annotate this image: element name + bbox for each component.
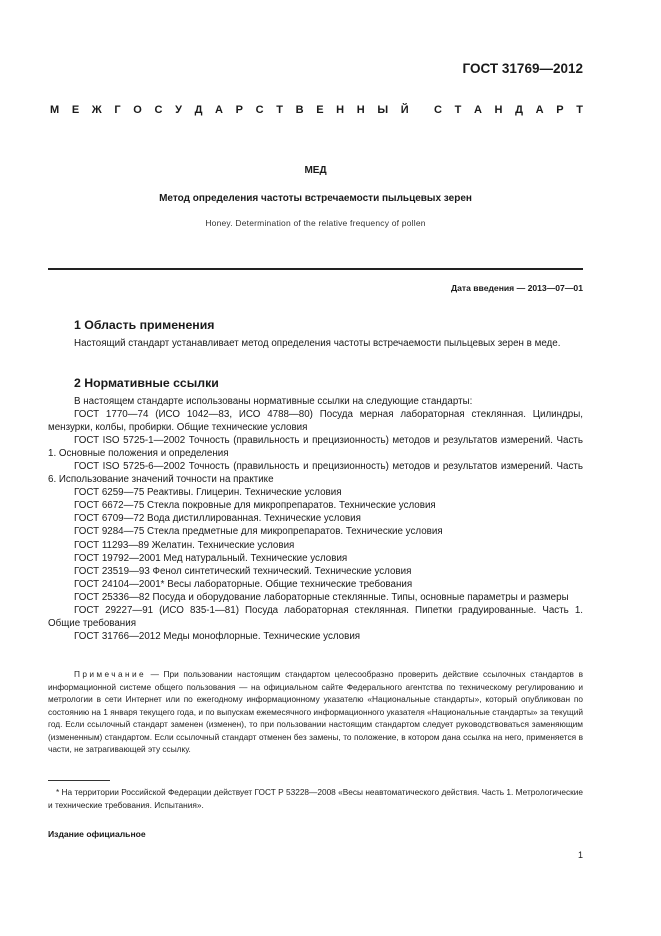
reference-item: ГОСТ 25336—82 Посуда и оборудование лабораторные стеклянные. Типы, основные параметры и размеры bbox=[74, 591, 569, 603]
banner-letter: Н bbox=[356, 104, 365, 116]
banner-letter: В bbox=[295, 104, 304, 116]
note-text: — При пользовании настоящим стандартом целесообразно проверить действие ссылочных стандартов в информационной системе общего пользования — на официальном сайте Федерального агентства по техническому регулированию и метрологии в сети Интернет или по ежегодному информационному указателю «Национальные стандарты», который опубликован по состоянию на 1 января текущего года, и по выпускам ежемесячного информационного указателя «Национальные стандарты» за текущий год. Если ссылочный стандарт заменен (изменен), то при пользовании настоящим стандартом следует руководствоваться заменяющим (измененным) стандартом. Если ссылочный стандарт отменен без замены, то положение, в котором дана ссылка на него, применяется в части, не затрагивающей эту ссылку. bbox=[48, 669, 583, 754]
reference-item: ГОСТ 6709—72 Вода дистиллированная. Технические условия bbox=[74, 513, 361, 525]
banner-letter: А bbox=[535, 104, 544, 116]
banner-letter: Ы bbox=[377, 104, 389, 116]
scope-text: Настоящий стандарт устанавливает метод определения частоты встречаемости пыльцевых зерен в меде. bbox=[74, 338, 561, 349]
document-title: МЕД bbox=[304, 165, 327, 176]
banner-letter: Т bbox=[276, 104, 283, 116]
reference-item: ГОСТ ISO 5725-6—2002 Точность (правильность и прецизионность) методов и результатов измерений. Часть 6. Использование значений точности на практике bbox=[48, 461, 583, 486]
banner-letter: Е bbox=[316, 104, 324, 116]
banner-letter: Й bbox=[400, 104, 409, 116]
banner-letter: Г bbox=[114, 104, 121, 116]
reference-item: ГОСТ 31766—2012 Меды монофлорные. Технические условия bbox=[74, 630, 361, 642]
reference-item: ГОСТ 6672—75 Стекла покровные для микропрепаратов. Технические условия bbox=[74, 500, 436, 512]
reference-item: ГОСТ 23519—93 Фенол синтетический технический. Технические условия bbox=[74, 565, 412, 577]
reference-item: ГОСТ 11293—89 Желатин. Технические условия bbox=[74, 539, 295, 551]
banner-letter: Р bbox=[235, 104, 243, 116]
english-title: Honey. Determination of the relative frequency of pollen bbox=[205, 218, 426, 228]
banner-letter: О bbox=[133, 104, 142, 116]
banner-letter: М bbox=[50, 104, 60, 116]
banner-letter: Р bbox=[556, 104, 564, 116]
reference-item: ГОСТ 9284—75 Стекла предметные для микропрепаратов. Технические условия bbox=[74, 526, 443, 538]
reference-item: ГОСТ ISO 5725-1—2002 Точность (правильность и прецизионность) методов и результатов измерений. Часть 1. Основные положения и определения bbox=[48, 435, 583, 460]
banner-letter: А bbox=[215, 104, 223, 116]
banner-letter: Д bbox=[515, 104, 523, 116]
banner-letter: А bbox=[473, 104, 482, 116]
footnote-divider bbox=[48, 780, 110, 781]
footnote bbox=[48, 786, 583, 812]
banner-letter: Т bbox=[576, 104, 583, 116]
banner-letter: Н bbox=[336, 104, 345, 116]
reference-item: ГОСТ 6259—75 Реактивы. Глицерин. Технические условия bbox=[74, 487, 342, 499]
banner-letter: Ж bbox=[91, 104, 102, 116]
banner-letter: Е bbox=[71, 104, 80, 116]
header-divider bbox=[48, 268, 583, 270]
document-subtitle: Метод определения частоты встречаемости пыльцевых зерен bbox=[159, 193, 472, 204]
reference-item: ГОСТ 24104—2001* Весы лабораторные. Общие технические требования bbox=[74, 578, 413, 590]
note-block bbox=[48, 668, 583, 756]
document-code: ГОСТ 31769—2012 bbox=[462, 61, 583, 76]
interstate-standard-banner bbox=[50, 104, 583, 116]
banner-letter: С bbox=[255, 104, 264, 116]
banner-letter: У bbox=[175, 104, 182, 116]
section-heading-scope: 1 Область применения bbox=[74, 318, 215, 332]
banner-letter: Т bbox=[454, 104, 462, 116]
reference-item: ГОСТ 29227—91 (ИСО 835-1—81) Посуда лабораторная стеклянная. Пипетки градуированные. Часть 1. Общие требования bbox=[48, 604, 583, 629]
introduction-date: Дата введения — 2013—07—01 bbox=[450, 283, 583, 293]
reference-item: ГОСТ 19792—2001 Мед натуральный. Технические условия bbox=[74, 552, 348, 564]
section-heading-normative-references: 2 Нормативные ссылки bbox=[74, 376, 219, 390]
banner-letter: С bbox=[154, 104, 163, 116]
scope-paragraph bbox=[48, 337, 583, 350]
banner-letter: Н bbox=[494, 104, 503, 116]
official-edition-label: Издание официальное bbox=[48, 829, 146, 839]
note-label: Примечание bbox=[74, 669, 147, 679]
page-number: 1 bbox=[577, 850, 583, 860]
banner-letter: Д bbox=[194, 104, 203, 116]
reference-item: ГОСТ 1770—74 (ИСО 1042—83, ИСО 4788—80) Посуда мерная лабораторная стеклянная. Цилиндры, мензурки, колбы, пробирки. Общие технические условия bbox=[48, 409, 583, 434]
references-intro: В настоящем стандарте использованы нормативные ссылки на следующие стандарты: bbox=[74, 396, 473, 407]
banner-letter: С bbox=[433, 104, 442, 116]
footnote-text: * На территории Российской Федерации действует ГОСТ Р 53228—2008 «Весы неавтоматического действия. Часть 1. Метрологические и технические требования. Испытания». bbox=[48, 787, 583, 810]
references-list bbox=[48, 395, 583, 643]
